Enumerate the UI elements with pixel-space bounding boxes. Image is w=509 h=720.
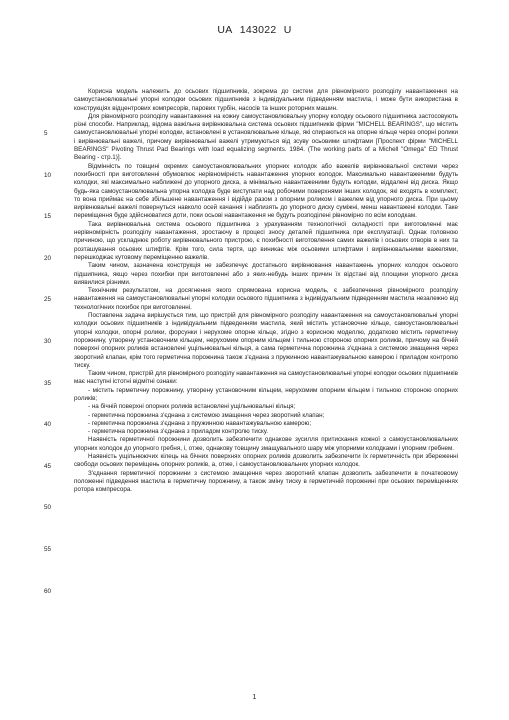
line-number: 60 <box>44 588 52 595</box>
paragraph: Поставлена задача вирішується тим, що пристрій для рівномірного розподілу навантаження на самоустановлювальні упорні колодки осьових підшипників з індивідуальним підведенням мастила, який містить установочне кільце, самоустановлювальні упорні колодки, опорні ролики, форсунки і нерухоме опорне кільце, згідно з корисною моделлю, додатково містить герметичну порожнину, утворену установочним кільцем, нерухомим опорним кільцем і тильною стороною опорних роликів, причому на бічній поверхні опорних роликів встановлені ущільнювальні кільця, а сама герметична порожнина з'єднана з системою змащення через зворотний клапан, крім того герметична порожнина також з'єднана з пружинною навантажувальною камерою і приладом контролю тиску. <box>74 312 458 369</box>
patent-country: UA <box>217 24 233 36</box>
paragraph: З'єднання герметичної порожнини з системою змащення через зворотний клапан дозволить забезпечити в початковому положенні підведення мастила в герметичну порожнину, а також зміну тиску в герметичній порожнині при осьових переміщеннях ротора компресора. <box>74 469 458 494</box>
line-number: 25 <box>44 296 52 303</box>
paragraph: Корисна модель належить до осьових підшипників, зокрема до систем для рівномірного розподілу навантаження на самоустановлювальні упорні колодки осьових підшипників з індивідуальним підведенням мастила, і може бути використана в конструкціях відцентрових компресорів, парових турбін, насосів та інших роторних машин. <box>74 88 458 112</box>
patent-header <box>0 24 509 36</box>
line-number: 50 <box>44 504 52 511</box>
list-item: - герметична порожнина з'єднана з приладом контролю тиску. <box>88 428 268 436</box>
patent-number: 143022 <box>239 24 277 36</box>
paragraph: Технічним результатом, на досягнення якого спрямована корисна модель, є забезпечення рівномірного розподілу навантаження на самоустановлювальні упорні колодки осьового підшипника з індивідуальним підведенням мастила незалежно від технологічних похибок при виготовленні. <box>74 287 458 311</box>
paragraph: Наявність герметичної порожнини дозволить забезпечити однакове зусилля притискання кожної з самоустановлювальних упорних колодок до упорного гребня, і, отже, однакову товщину змащувального шару між упорними колодками і упорним гребнем. <box>74 436 458 452</box>
paragraph: Для рівномірного розподілу навантаження на кожну самоустановлювальну упорну колодку осьового підшипника застосовують різні способи. Наприклад, відома важільна вирівнювальна система осьових підшипників фірми "MICHELL BEARINGS", що містить самоустановлювальні упорні колодки, встановлені в установлювальне кільце, які спираються на опорне кільце через опорні ролики і вирівнювальні важелі, причому вирівнювальні важелі утримуються від зсуву осьовими штифтами [Проспект фірми "MICHELL BEARINGS" Pivoting Thrust Pad Bearings with load equalizing segments. 1984. (The working parts of a Michell "Omega" ED Thrust Bearing - стр.1)]. <box>74 112 458 162</box>
line-number: 40 <box>44 421 52 428</box>
line-number: 20 <box>44 255 52 262</box>
paragraph: Наявність ущільнюючих кілець на бічних поверхнях опорних роликів дозволить забезпечити їх герметичність при збереженні свободи осьових переміщень опорних роликів, а, отже, і самоустановлювальних упорних колодок. <box>74 453 458 469</box>
line-number: 45 <box>44 463 52 470</box>
list-item: - герметична порожнина з'єднана з пружинною навантажувальною камерою; <box>88 419 312 427</box>
line-number: 30 <box>44 338 52 345</box>
line-number: 15 <box>44 213 52 220</box>
patent-kind: U <box>283 24 292 36</box>
list-item: - на бічній поверхні опорних роликів встановлені ущільнювальні кільця; <box>88 403 296 411</box>
list-item: - герметична порожнина з'єднана з системою змащення через зворотний клапан; <box>88 411 325 419</box>
list-item: - містить герметичну порожнину, утворену установочним кільцем, нерухомим опорним кільцем і тильною стороною опорних роликів; <box>74 386 458 402</box>
line-number: 10 <box>44 172 52 179</box>
line-number: 5 <box>44 130 48 137</box>
paragraph: Таким чином, пристрій для рівномірного розподілу навантаження на самоустановлювальні упорні колодки осьових підшипників має наступні істотні відмітні ознаки: <box>74 370 458 386</box>
paragraph: Таким чином, зазначена конструкція не забезпечує достатнього вирівнювання навантажень упорних колодок осьового підшипника, якщо через похибки при виготовленні або з яких-небудь інших причин їх відстані від площини упорного диска виявилися різними. <box>74 262 458 286</box>
line-number: 35 <box>44 380 52 387</box>
paragraph: Відмінність по товщині окремих самоустановлювальних упорних колодок або важелів вирівнювальної системи через похибності при виготовленні обумовлює нерівномірність навантаження упорних колодок. Максимально навантаженими будуть колодки, які максимально наближені до упорного диска, а мінімально навантаженими будуть колодки, віддалені від диска. Якщо будь-яка самоустановлювальна упорна колодка буде виступати над робочими поверхнями інших колодок, які входять в комплект, то вона приймає на себе збільшене навантаження і відійде разом з опорним роликом і важелем від упорного диска. При цьому вирівнювальні важелі повернуться навколо осей качання і наблизять до упорного диску суміжні, менш навантажені колодки. Таке переміщення буде здійснюватися доти, поки осьові навантаження не будуть розподілені рівномірно по всім колодкам. <box>74 162 458 220</box>
paragraph: Така вирівнювальна система осьового підшипника з урахуванням технологічної складності при виготовленні має нерівномірність розподілу навантаження, зростаючу в процесі зносу деталей підшипника при експлуатації. Однак головною причиною, що ускладнює роботу вирівнювального пристрою, є похибності виготовлення самих важелів і осьових отворів в них та розташування осьових штифтів. Крім того, сила тертя, що виникає між осьовими штифтами і вирівнювальними важелями, перешкоджає кутовому переміщенню важелів. <box>74 220 458 261</box>
document-body <box>74 88 458 495</box>
line-number: 55 <box>44 546 52 553</box>
page-number: 1 <box>252 694 257 701</box>
